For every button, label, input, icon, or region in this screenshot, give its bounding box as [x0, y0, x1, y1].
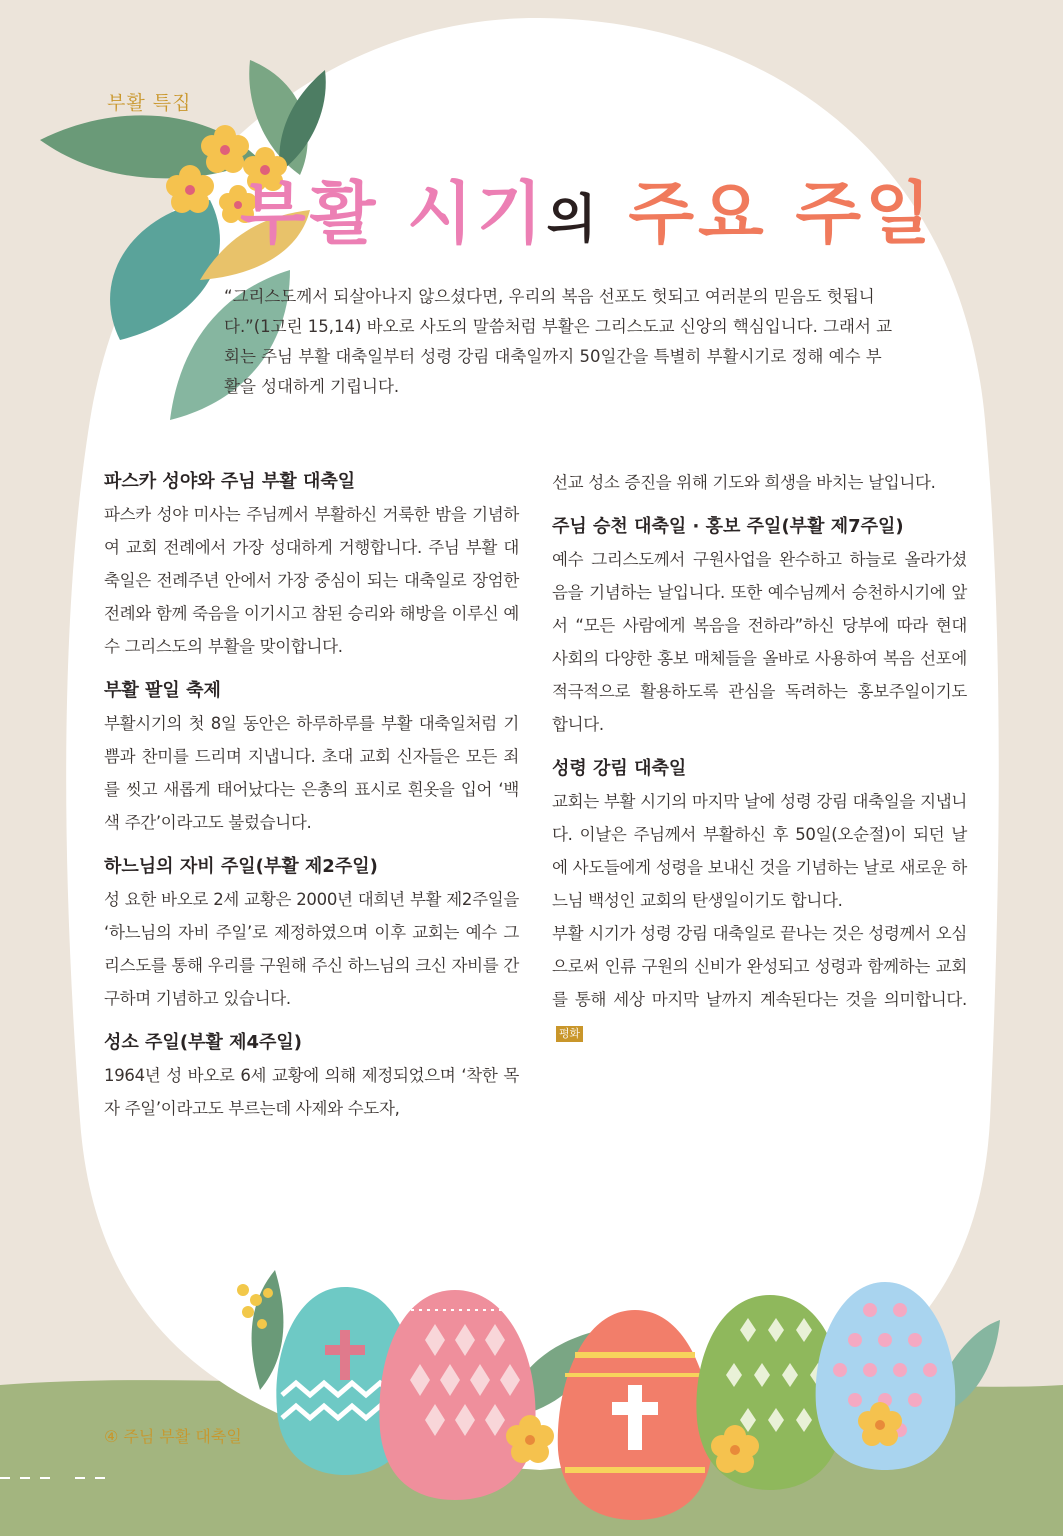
- intro-paragraph: “그리스도께서 되살아나지 않으셨다면, 우리의 복음 선포도 헛되고 여러분의 믿음도 헛됩니다.”(1고린 15,14) 바오로 사도의 말씀처럼 부활은 그리스도교 신앙의 핵심입니다. 그래서 교회는 주님 부활 대축일부터 성령 강림 대축일까지 50일간을 특별히 부활시기로 정해 예수 부활을 성대하게 기립니다.: [224, 287, 893, 396]
- section-body: 교회는 부활 시기의 마지막 날에 성령 강림 대축일을 지냅니다. 이날은 주님께서 부활하신 후 50일(오순절)이 되던 날에 사도들에게 성령을 보내신 것을 기념하는 날로 새로운 하느님 백성인 교회의 탄생일이기도 합니다.: [552, 792, 967, 910]
- section-heading: 성령 강림 대축일: [552, 758, 687, 779]
- page-title: [240, 160, 935, 257]
- closing-text: 부활 시기가 성령 강림 대축일로 끝나는 것은 성령께서 오심으로써 인류 구원의 신비가 완성되고 성령과 함께하는 교회를 통해 세상 마지막 날까지 계속된다는 것을 의미합니다.: [552, 924, 967, 1009]
- section-body: 성 요한 바오로 2세 교황은 2000년 대희년 부활 제2주일을 ‘하느님의 자비 주일’로 제정하였으며 이후 교회는 예수 그리스도를 통해 우리를 구원해 주신 하느님의 크신 자비를 간구하며 기념하고 있습니다.: [104, 890, 519, 1008]
- section-body: 부활시기의 첫 8일 동안은 하루하루를 부활 대축일처럼 기쁨과 찬미를 드리며 지냅니다. 초대 교회 신자들은 모든 죄를 씻고 새롭게 태어났다는 은총의 표시로 흰옷을 입어 ‘백색 주간’이라고도 불렀습니다.: [104, 714, 519, 832]
- section-body: 1964년 성 바오로 6세 교황에 의해 제정되었으며 ‘착한 목자 주일’이라고도 부르는데 사제와 수도자,: [104, 1066, 519, 1118]
- section-heading: 하느님의 자비 주일(부활 제2주일): [104, 856, 378, 877]
- title-part-1: 부활 시기: [240, 175, 547, 254]
- title-part-3: 주요 주일: [628, 175, 935, 254]
- section-heading: 파스카 성야와 주님 부활 대축일: [104, 471, 356, 492]
- section-body-continued: 선교 성소 증진을 위해 기도와 희생을 바치는 날입니다.: [552, 473, 936, 492]
- left-column: [104, 466, 519, 1137]
- section-body: 예수 그리스도께서 구원사업을 완수하고 하늘로 올라가셨음을 기념하는 날입니다. 또한 예수님께서 승천하시기에 앞서 “모든 사람에게 복음을 전하라”하신 당부에 따라 현대 사회의 다양한 홍보 매체들을 올바로 사용하여 복음 선포에 적극적으로 활용하도록 관심을 독려하는 홍보주일이기도 합니다.: [552, 550, 967, 734]
- section-tag: 부활 특집: [107, 92, 192, 114]
- end-mark: 평화: [556, 1026, 583, 1042]
- section-heading: 성소 주일(부활 제4주일): [104, 1032, 303, 1053]
- section-heading: 주님 승천 대축일 · 홍보 주일(부활 제7주일): [552, 516, 904, 537]
- title-part-2: 의: [546, 190, 601, 250]
- section-body-closing: [552, 917, 967, 1049]
- section-heading: 부활 팔일 축제: [104, 680, 221, 701]
- right-column: [552, 466, 967, 1061]
- section-body: 파스카 성야 미사는 주님께서 부활하신 거룩한 밤을 기념하여 교회 전례에서 가장 성대하게 거행합니다. 주님 부활 대축일은 전례주년 안에서 가장 중심이 되는 대축일로 장엄한 전례와 함께 죽음을 이기시고 참된 승리와 해방을 이루신 예수 그리스도의 부활을 맞이합니다.: [104, 505, 519, 656]
- page-footer: ④ 주님 부활 대축일: [104, 1427, 242, 1446]
